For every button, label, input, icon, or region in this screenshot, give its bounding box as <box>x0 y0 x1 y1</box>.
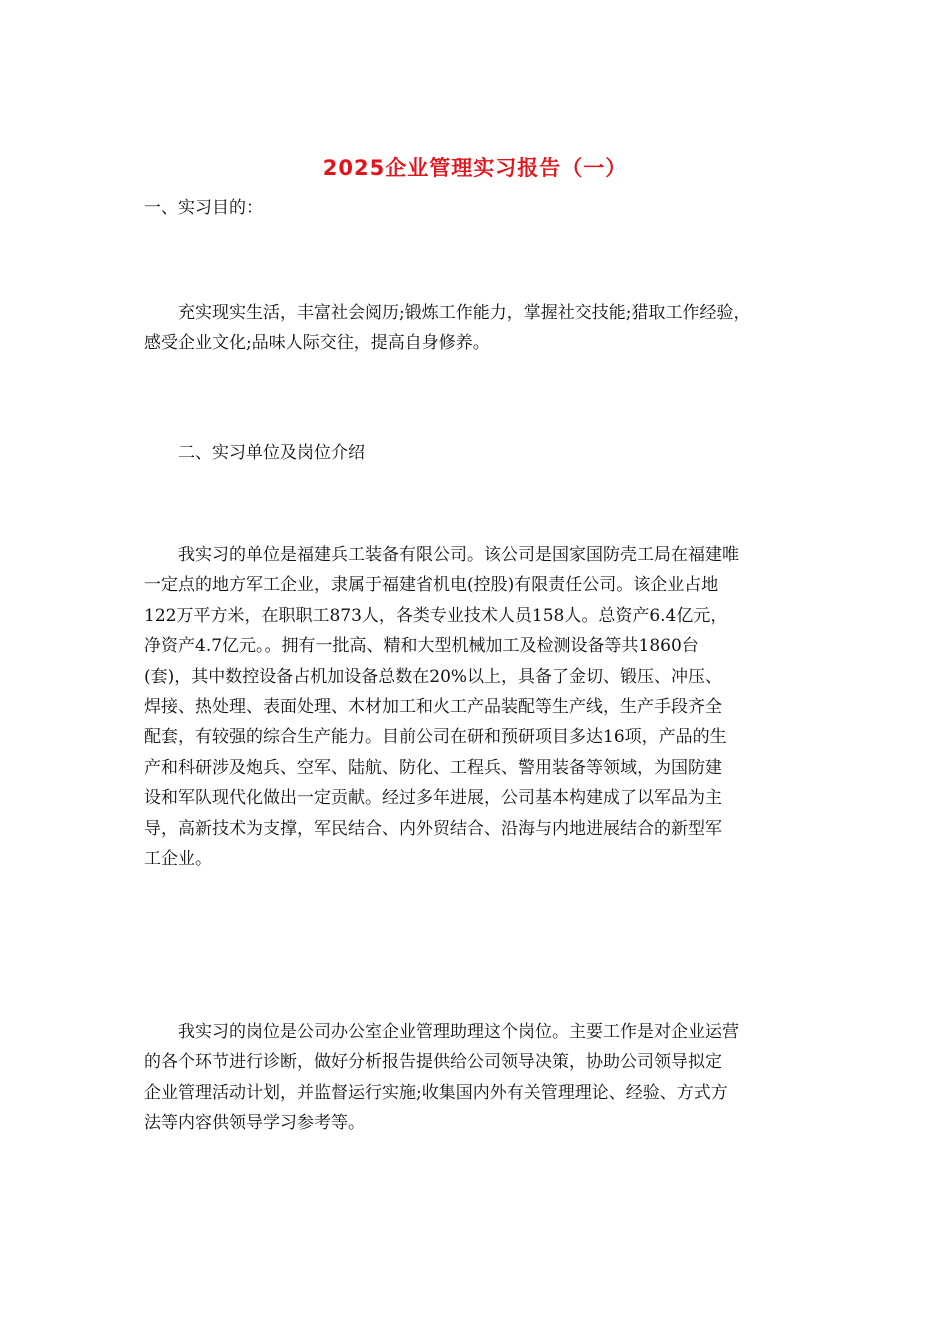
text-line: 导，高新技术为支撑，军民结合、内外贸结合、沿海与内地进展结合的新型军 <box>144 818 722 839</box>
text-line: 一定点的地方军工企业，隶属于福建省机电(控股)有限责任公司。该企业占地 <box>144 575 719 596</box>
text-line: 充实现实生活，丰富社会阅历;锻炼工作能力，掌握社交技能;猎取工作经验， <box>144 303 751 323</box>
text-line: 设和军队现代化做出一定贡献。经过多年进展，公司基本构建成了以军品为主 <box>144 788 722 809</box>
paragraph-company-intro <box>144 540 806 874</box>
text-line: 工企业。 <box>144 849 212 870</box>
paragraph-purpose <box>144 298 806 359</box>
text-line: 的各个环节进行诊断，做好分析报告提供给公司领导决策，协助公司领导拟定 <box>144 1052 722 1073</box>
text-line: 产和科研涉及炮兵、空军、陆航、防化、工程兵、警用装备等领域，为国防建 <box>144 757 722 778</box>
section-heading-company: 二、实习单位及岗位介绍 <box>144 443 365 463</box>
document-title: 2025企业管理实习报告（一） <box>322 156 628 180</box>
text-line: 我实习的岗位是公司办公室企业管理助理这个岗位。主要工作是对企业运营 <box>144 1022 739 1042</box>
text-line: 法等内容供领导学习参考等。 <box>144 1113 365 1134</box>
text-line: 企业管理活动计划，并监督运行实施;收集国内外有关管理理论、经验、方式方 <box>144 1082 728 1103</box>
text-line: 122万平方米，在职职工873人，各类专业技术人员158人。总资产6.4亿元， <box>144 605 728 626</box>
text-line: 配套，有较强的综合生产能力。目前公司在研和预研项目多达16项，产品的生 <box>144 727 727 748</box>
section-heading-purpose: 一、实习目的： <box>144 198 263 218</box>
text-line: 感受企业文化;品味人际交往，提高自身修养。 <box>144 333 490 354</box>
text-line: 焊接、热处理、表面处理、木材加工和火工产品装配等生产线，生产手段齐全 <box>144 697 722 718</box>
text-line: (套)，其中数控设备占机加设备总数在20%以上，具备了金切、锻压、冲压、 <box>144 666 723 687</box>
text-line: 净资产4.7亿元。。拥有一批高、精和大型机械加工及检测设备等共1860台 <box>144 636 699 657</box>
text-line: 我实习的单位是福建兵工装备有限公司。该公司是国家国防壳工局在福建唯 <box>144 545 739 565</box>
paragraph-position-intro <box>144 1017 806 1139</box>
